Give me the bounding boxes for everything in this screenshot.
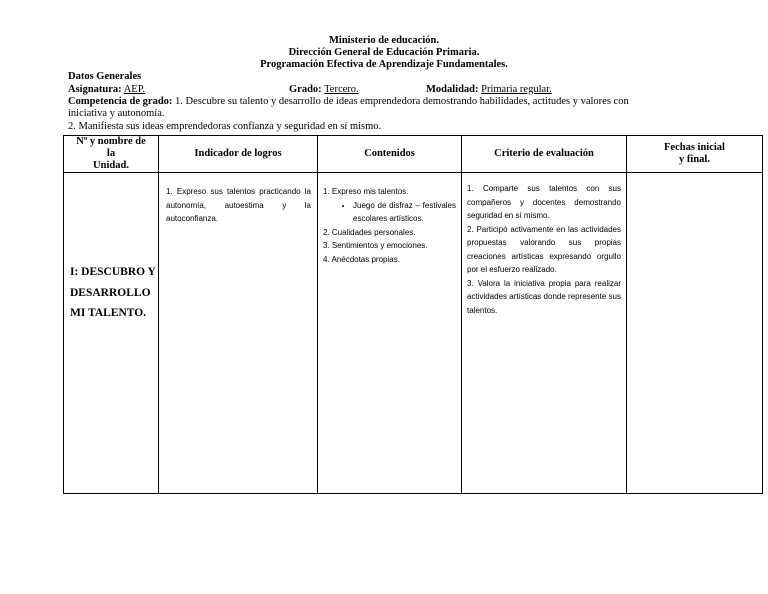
grado-value: Tercero. <box>324 84 359 95</box>
contenidos-list <box>318 173 461 266</box>
asignatura-value: AEP. <box>123 84 146 95</box>
contenido-item-2: 2. Cualidades personales. <box>323 227 416 237</box>
modality-row <box>426 84 552 96</box>
competencia-label: Competencia de grado: <box>68 96 173 107</box>
competencia-text-1b: iniciativa y autonomía. <box>68 108 165 119</box>
unit-name-line-2: DESARROLLO <box>70 286 151 299</box>
contenido-subitem: • Juego de disfraz – festivales escolares artísticos. <box>353 199 456 226</box>
unit-name-cell <box>64 173 159 494</box>
unit-name-line-1: I: DESCUBRO Y <box>70 266 156 279</box>
modalidad-value: Primaria regular. <box>481 84 552 95</box>
header-unidad <box>64 136 159 173</box>
header-program: Programación Efectiva de Aprendizaje Fundamentales. <box>260 59 508 70</box>
unit-name-line-3: MI TALENTO. <box>70 307 147 320</box>
general-data-title: Datos Generales <box>68 71 142 82</box>
header-indicador: Indicador de logros <box>159 136 318 173</box>
grado-label: Grado: <box>289 84 322 95</box>
planning-table <box>63 135 763 494</box>
table-header-row <box>64 136 763 173</box>
criterio-item-2: 2. Participó activamente en las actividades propuestas valorando sus propias creaciones artísticas expresando orgullo por el esfuerzo realizado. <box>467 224 621 274</box>
fechas-cell <box>627 173 763 494</box>
indicador-text: 1. Expreso sus talentos practicando la autonomía, autoestima y la autoconfianza. <box>166 187 311 223</box>
header-fechas <box>627 136 763 173</box>
criterio-item-3: 3. Valora la iniciativa propia para realizar actividades artísticas donde represente sus talentos. <box>467 278 621 315</box>
header-unidad-line-2: la <box>106 148 116 159</box>
header-criterio: Criterio de evaluación <box>462 136 627 173</box>
asignatura-label: Asignatura: <box>68 84 122 95</box>
header-fechas-line-1: Fechas inicial <box>664 142 725 153</box>
header-unidad-line-1: Nº y nombre de <box>76 136 146 147</box>
indicador-cell <box>159 173 318 494</box>
header-direction: Dirección General de Educación Primaria. <box>288 47 480 58</box>
competencia-text-2: 2. Manifiesta sus ideas emprendedoras confianza y seguridad en sí mismo. <box>68 121 382 132</box>
table-row <box>64 173 763 494</box>
grade-row <box>289 84 359 96</box>
contenido-item-3: 3. Sentimientos y emociones. <box>323 241 428 250</box>
modalidad-label: Modalidad: <box>426 84 479 95</box>
header-contenidos: Contenidos <box>318 136 462 173</box>
contenido-item-4: 4. Anécdotas propias. <box>323 254 400 264</box>
header-unidad-line-3: Unidad. <box>93 160 129 171</box>
header-ministry: Ministerio de educación. <box>329 35 439 46</box>
criterio-cell <box>462 173 627 494</box>
criterio-item-1: 1. Comparte sus talentos con sus compañeros y docentes demostrando seguridad en sí mismo. <box>467 184 621 220</box>
criterio-list <box>462 173 626 317</box>
competencia-line-1 <box>68 96 629 108</box>
header-fechas-line-2: y final. <box>679 154 710 165</box>
contenido-item-1: 1. Expreso mis talentos. <box>323 187 409 196</box>
competencia-text-1a: 1. Descubre su talento y desarrollo de ideas emprendedora demostrando habilidades, actitudes y valores con <box>175 96 629 107</box>
contenidos-cell <box>318 173 462 494</box>
